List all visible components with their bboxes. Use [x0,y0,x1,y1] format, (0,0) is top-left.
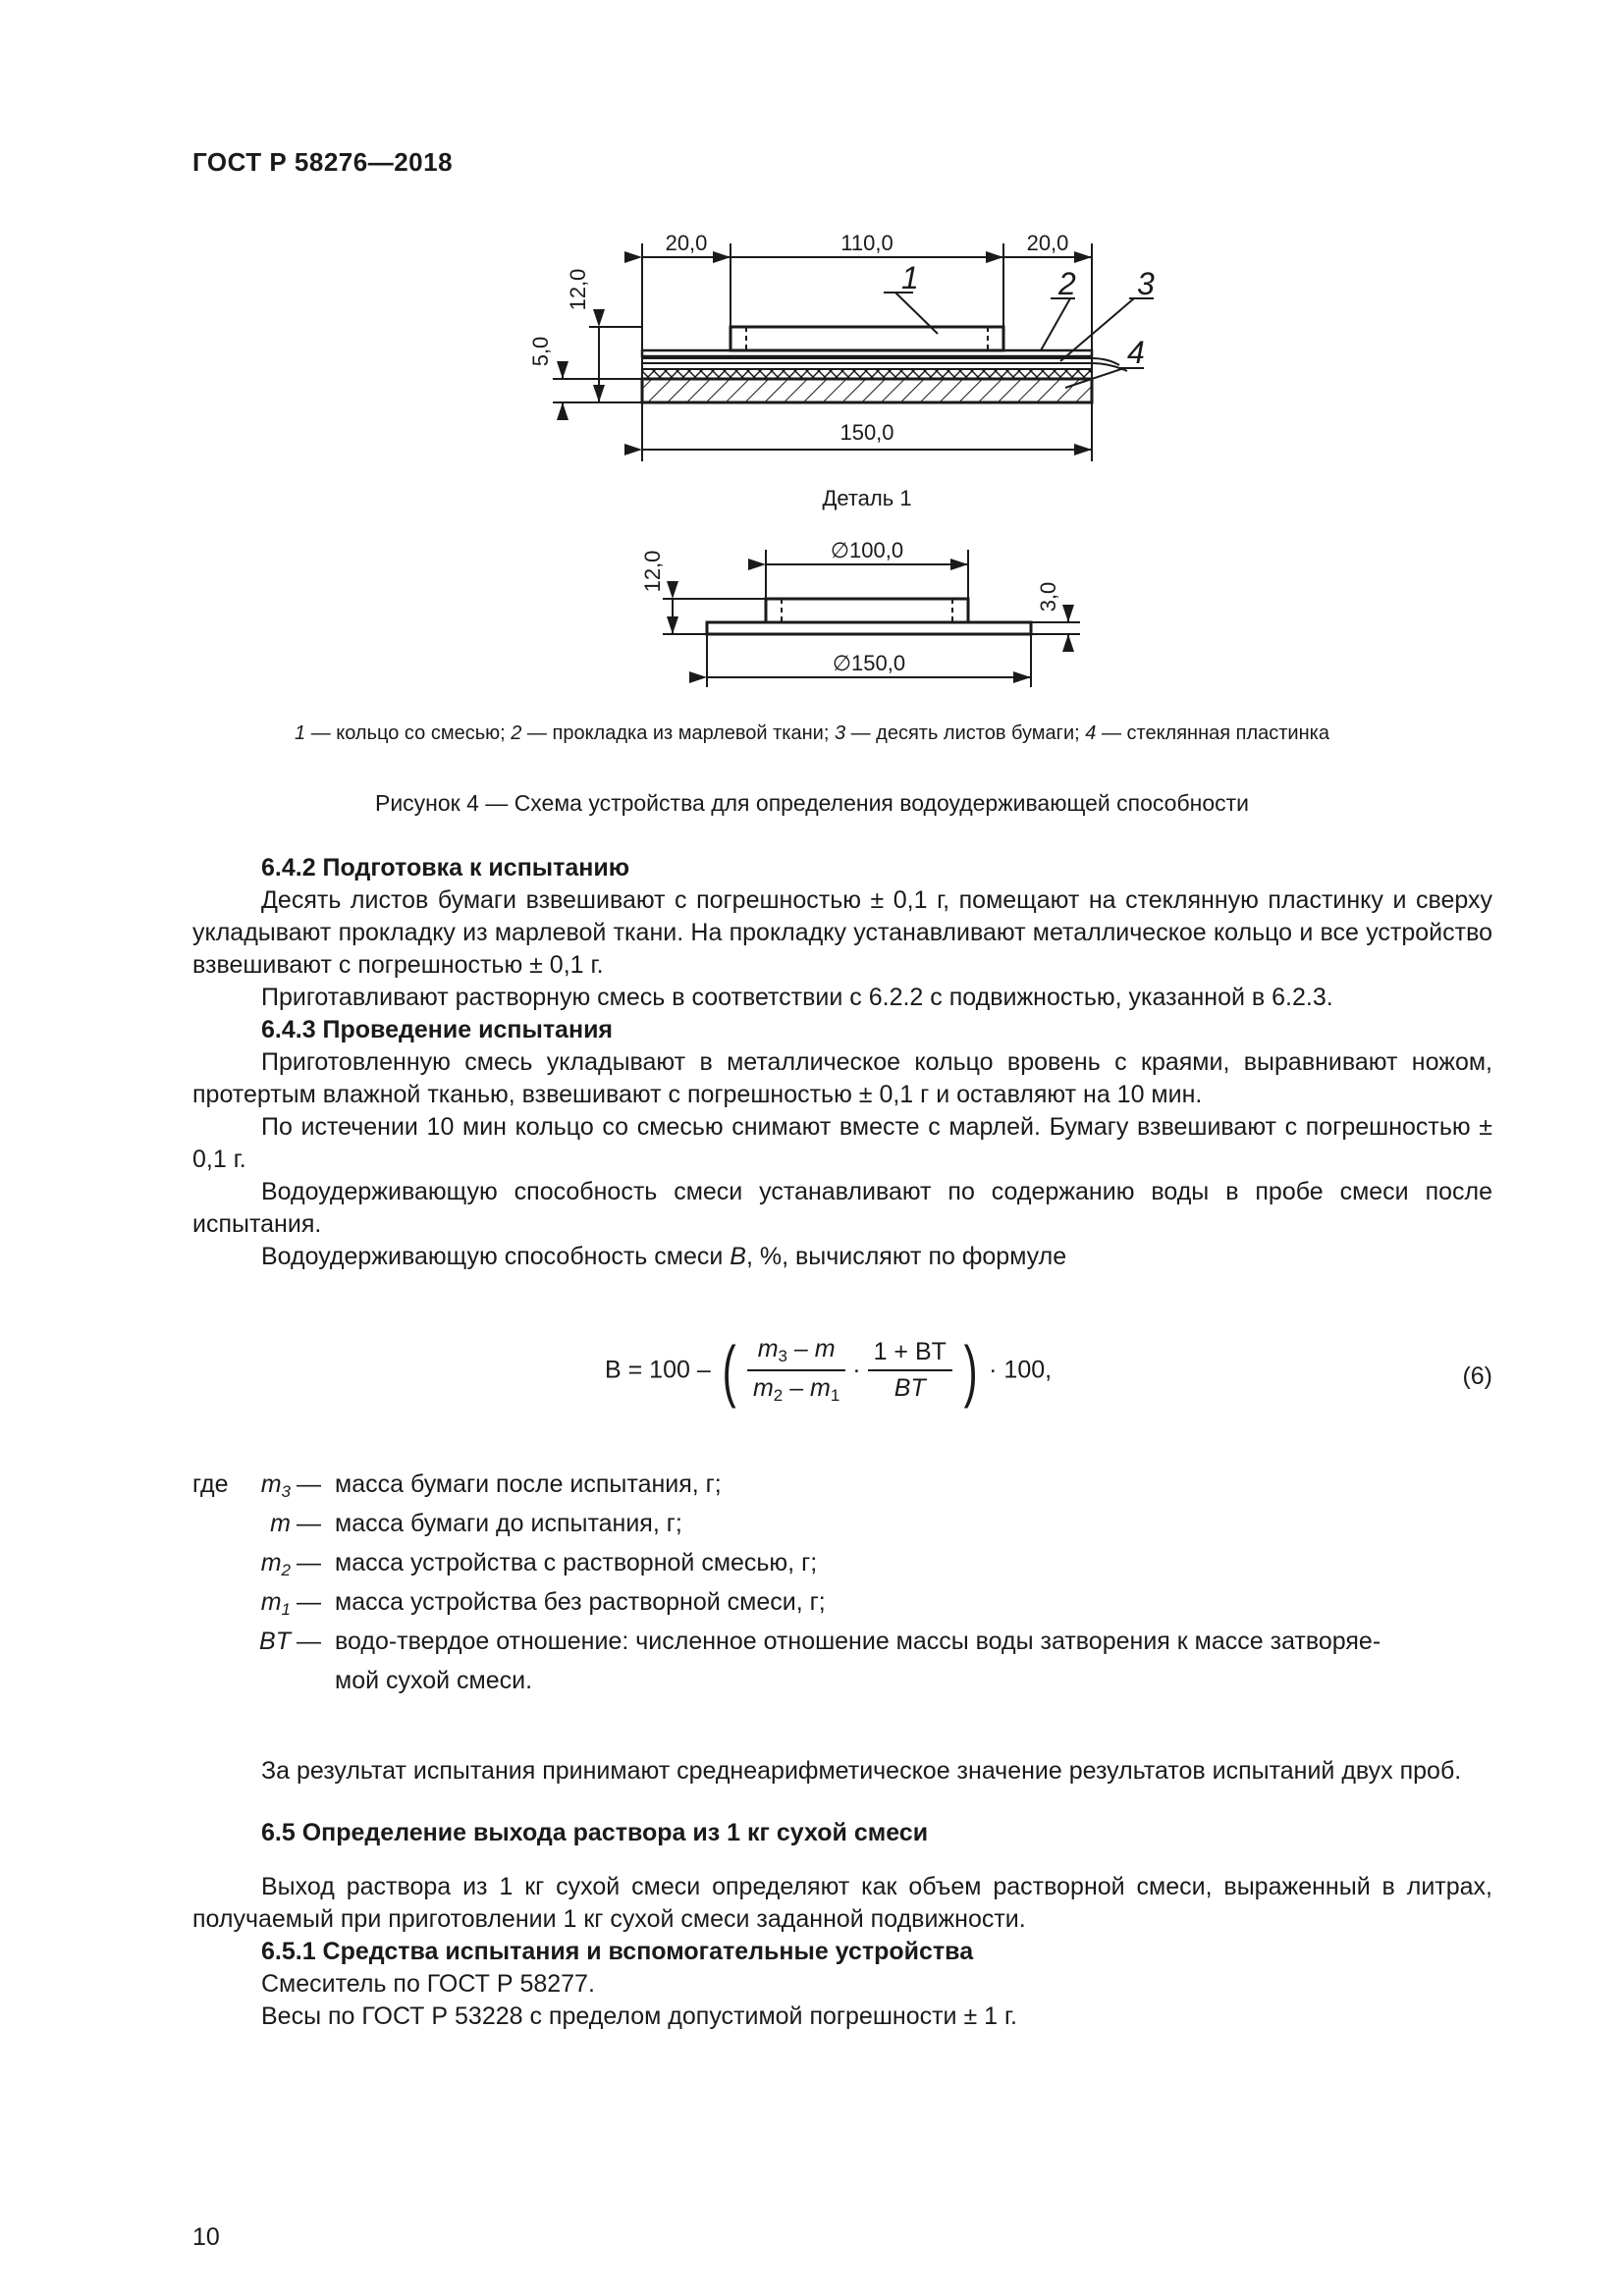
figure-legend: 1 — кольцо со смесью; 2 — прокладка из марлевой ткани; 3 — десять листов бумаги; 4 — стеклянная пластинка [295,722,1329,744]
paragraph: Водоудерживающую способность смеси устанавливают по содержанию воды в пробе смеси после испытания. [192,1178,1492,1238]
heading-6-5-1: 6.5.1 Средства испытания и вспомогательные устройства [261,1938,974,1965]
section-6-5-block [192,1755,1492,2033]
formula-6: B = 100 – ( $\frac{m_3 - m}{m_2 - m_1}$ · $\frac{1 + BT}{BT}$ ) · 100, (6) [605,1332,1492,1409]
callout-3: 3 [1137,266,1155,301]
equation-number: (6) [1462,1362,1492,1390]
dim-vertical-12: 12,0 [566,268,590,311]
detail-title: Деталь 1 [822,486,912,510]
dim-top-left: 20,0 [665,231,708,255]
document-header: ГОСТ Р 58276—2018 [192,147,454,177]
detail-dim-3: 3,0 [1036,581,1060,613]
dim-vertical-5: 5,0 [528,336,553,367]
callout-1: 1 [901,260,919,295]
detail-dia-top: ∅100,0 [830,538,904,562]
heading-6-4-3: 6.4.3 Проведение испытания [261,1016,614,1043]
dim-bottom: 150,0 [839,420,894,445]
paragraph: Приготовленную смесь укладывают в металлическое кольцо вровень с краями, выравнивают ножом, протертым влажной тканью, взвешивают с погрешностью ± 0,1 г и оставляют на 10 мин. [192,1048,1492,1108]
callout-2: 2 [1058,266,1076,301]
paragraph: Десять листов бумаги взвешивают с погрешностью ± 0,1 г, помещают на стеклянную пластинку и сверху укладывают прокладку из марлевой ткани. На прокладку устанавливают металлическое кольцо и все устройство взвешивают с погрешностью ± 0,1 г. [192,886,1492,979]
heading-6-5: 6.5 Определение выхода раствора из 1 кг сухой смеси [261,1819,929,1846]
detail-dia-bottom: ∅150,0 [832,651,906,675]
paragraph: По истечении 10 мин кольцо со смесью снимают вместе с марлей. Бумагу взвешивают с погрешностью ± 0,1 г. [192,1113,1492,1173]
dim-top-mid: 110,0 [840,231,893,255]
paragraph: Смеситель по ГОСТ Р 58277. [261,1970,595,1998]
variable-definitions: где $m_3$ — масса бумаги после испытания, г; m — масса бумаги до испытания, г; $m_2$ — масса устройства с растворной смесью, г; $m_1$ — масса устройства без растворной смеси, г; BT — водо-твердое отношение: численное отношение массы воды затворения к массе затворяе- мой сухой смеси. [192,1470,1381,1694]
paragraph: Приготавливают растворную смесь в соответствии с 6.2.2 с подвижностью, указанной в 6.2.3. [261,984,1333,1011]
paragraph: За результат испытания принимают среднеарифметическое значение результатов испытаний двух проб. [261,1757,1462,1785]
page-number: 10 [192,2223,220,2251]
section-6-4-block [192,852,1492,1273]
figure-4-drawing [0,0,1624,707]
callout-4: 4 [1127,335,1145,370]
paragraph: Водоудерживающую способность смеси B, %, вычисляют по формуле [261,1243,1067,1270]
figure-caption: Рисунок 4 — Схема устройства для определения водоудерживающей способности [374,790,1249,816]
heading-6-4-2: 6.4.2 Подготовка к испытанию [261,854,630,881]
detail-dim-12: 12,0 [640,550,665,593]
paragraph: Весы по ГОСТ Р 53228 с пределом допустимой погрешности ± 1 г. [261,2002,1017,2030]
dim-top-right: 20,0 [1026,231,1069,255]
paragraph: Выход раствора из 1 кг сухой смеси определяют как объем растворной смеси, выраженный в литрах, получаемый при приготовлении 1 кг сухой смеси заданной подвижности. [192,1873,1492,1933]
